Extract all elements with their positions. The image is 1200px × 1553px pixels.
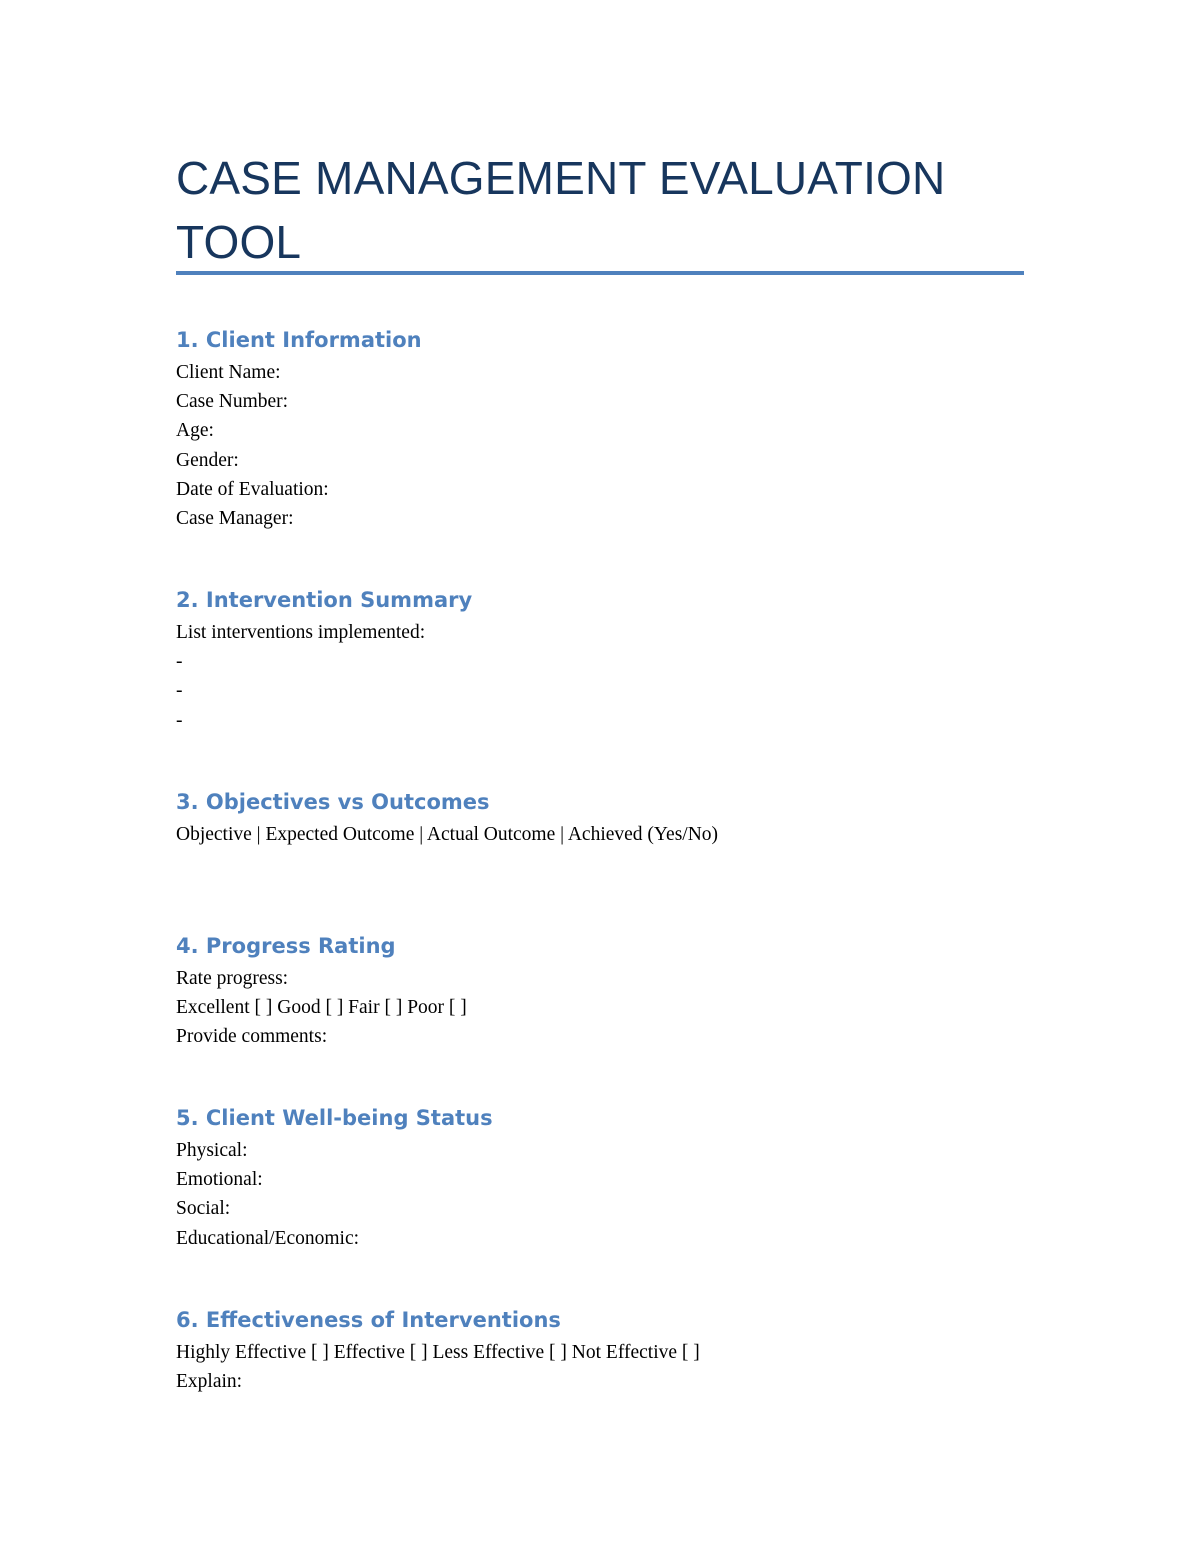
intervention-list-item: - [176, 651, 183, 673]
field-gender: Gender: [176, 449, 239, 471]
section-heading: 2. Intervention Summary [176, 588, 473, 612]
section-progress-rating [176, 932, 1026, 1052]
section-objectives-vs-outcomes [176, 788, 1026, 849]
section-client-information [176, 326, 1026, 533]
section-heading: 4. Progress Rating [176, 934, 396, 958]
section-heading: 5. Client Well-being Status [176, 1106, 493, 1130]
progress-rating-options: Excellent [ ] Good [ ] Fair [ ] Poor [ ] [176, 997, 467, 1019]
field-date-of-evaluation: Date of Evaluation: [176, 478, 329, 500]
field-age: Age: [176, 420, 214, 442]
section-effectiveness-of-interventions [176, 1306, 1026, 1396]
field-emotional: Emotional: [176, 1169, 263, 1191]
field-case-number: Case Number: [176, 391, 289, 413]
interventions-prompt: List interventions implemented: [176, 622, 426, 643]
section-intervention-summary [176, 586, 1026, 735]
objectives-table-header: Objective | Expected Outcome | Actual Outcome | Achieved (Yes/No) [176, 824, 719, 845]
title-line-2: TOOL [176, 216, 302, 268]
intervention-list-item: - [176, 709, 183, 731]
section-heading: 6. Effectiveness of Interventions [176, 1308, 561, 1332]
field-educational-economic: Educational/Economic: [176, 1227, 360, 1249]
section-heading: 3. Objectives vs Outcomes [176, 790, 490, 814]
intervention-list-item: - [176, 680, 183, 702]
field-social: Social: [176, 1198, 231, 1220]
title-underline [176, 271, 1024, 275]
section-heading: 1. Client Information [176, 328, 422, 352]
effectiveness-rating-options: Highly Effective [ ] Effective [ ] Less Effective [ ] Not Effective [ ] [176, 1342, 700, 1363]
section-client-well-being-status [176, 1104, 1026, 1253]
document-title [176, 146, 1026, 274]
provide-comments-prompt: Provide comments: [176, 1026, 328, 1048]
field-physical: Physical: [176, 1140, 248, 1161]
explain-prompt: Explain: [176, 1371, 243, 1393]
rate-progress-prompt: Rate progress: [176, 968, 289, 989]
field-case-manager: Case Manager: [176, 508, 294, 530]
field-client-name: Client Name: [176, 362, 281, 383]
title-line-1: CASE MANAGEMENT EVALUATION [176, 152, 946, 204]
